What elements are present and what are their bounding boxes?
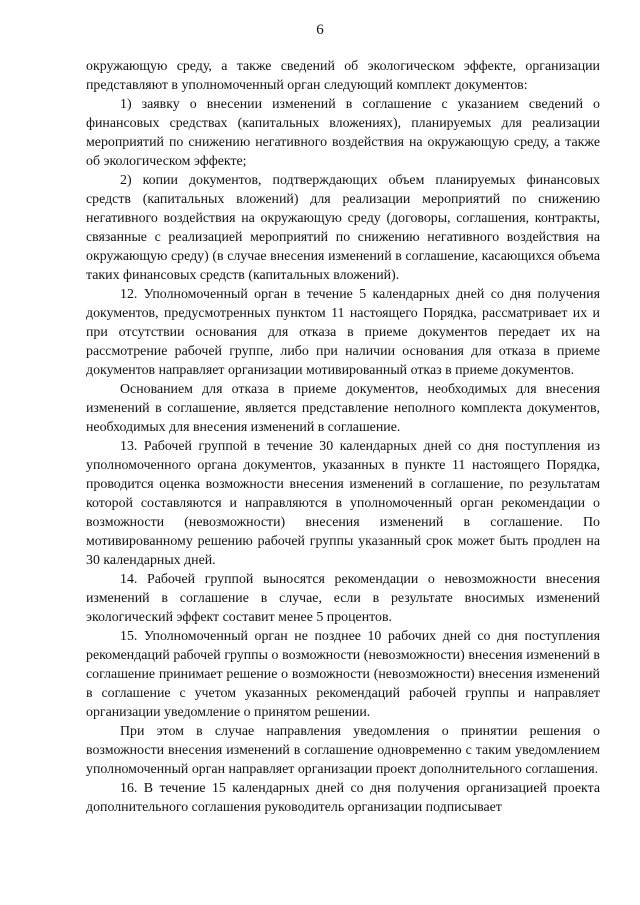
paragraph-clause-16: 16. В течение 15 календарных дней со дня получения организацией проекта дополнительного соглашения руководитель организации подписывает [86, 781, 600, 815]
paragraph-item-2: 2) копии документов, подтверждающих объем планируемых финансовых средств (капитальных вложений) для реализации мероприятий по снижению негативного воздействия на окружающую среду (договоры, соглашения, контракты, связанные с реализацией мероприятий по снижению негативного воздействия на окружающую среду) (в случае внесения изменений в соглашение, касающихся объема таких финансовых средств (капитальных вложений). [86, 173, 600, 283]
paragraph-refusal-grounds: Основанием для отказа в приеме документов, необходимых для внесения изменений в соглашение, является представление неполного комплекта документов, необходимых для внесения изменений в соглашение. [86, 382, 600, 435]
page-number: 6 [316, 22, 324, 38]
document-body [86, 57, 600, 817]
paragraph-clause-12: 12. Уполномоченный орган в течение 5 календарных дней со дня получения документов, предусмотренных пунктом 11 настоящего Порядка, рассматривает их и при отсутствии основания для отказа в приеме документов передает их на рассмотрение рабочей группе, либо при наличии основания для отказа в приеме документов направляет организации мотивированный отказ в приеме документов. [86, 287, 600, 378]
paragraph-continuation: окружающую среду, а также сведений об экологическом эффекте, организации представляют в уполномоченный орган следующий комплект документов: [86, 59, 600, 93]
paragraph-clause-15: 15. Уполномоченный орган не позднее 10 рабочих дней со дня поступления рекомендаций рабочей группы о возможности (невозможности) внесения изменений в соглашение принимает решение о возможности (невозможности) внесения изменений в соглашение с учетом указанных рекомендаций рабочей группы и направляет организации уведомление о принятом решении. [86, 629, 600, 720]
paragraph-notification: При этом в случае направления уведомления о принятии решения о возможности внесения изменений в соглашение одновременно с таким уведомлением уполномоченный орган направляет организации проект дополнительного соглашения. [86, 724, 600, 777]
paragraph-clause-13: 13. Рабочей группой в течение 30 календарных дней со дня поступления из уполномоченного органа документов, указанных в пункте 11 настоящего Порядка, проводится оценка возможности внесения изменений в соглашение, по результатам которой составляются и направляются в уполномоченный орган рекомендации о возможности (невозможности) внесения изменений в соглашение. По мотивированному решению рабочей группы указанный срок может быть продлен на 30 календарных дней. [86, 439, 600, 568]
paragraph-clause-14: 14. Рабочей группой выносятся рекомендации о невозможности внесения изменений в соглашение в случае, если в результате вносимых изменений экологический эффект составит менее 5 процентов. [86, 572, 600, 625]
paragraph-item-1: 1) заявку о внесении изменений в соглашение с указанием сведений о финансовых средствах (капитальных вложениях), планируемых для реализации мероприятий по снижению негативного воздействия на окружающую среду, а также об экологическом эффекте; [86, 97, 600, 169]
